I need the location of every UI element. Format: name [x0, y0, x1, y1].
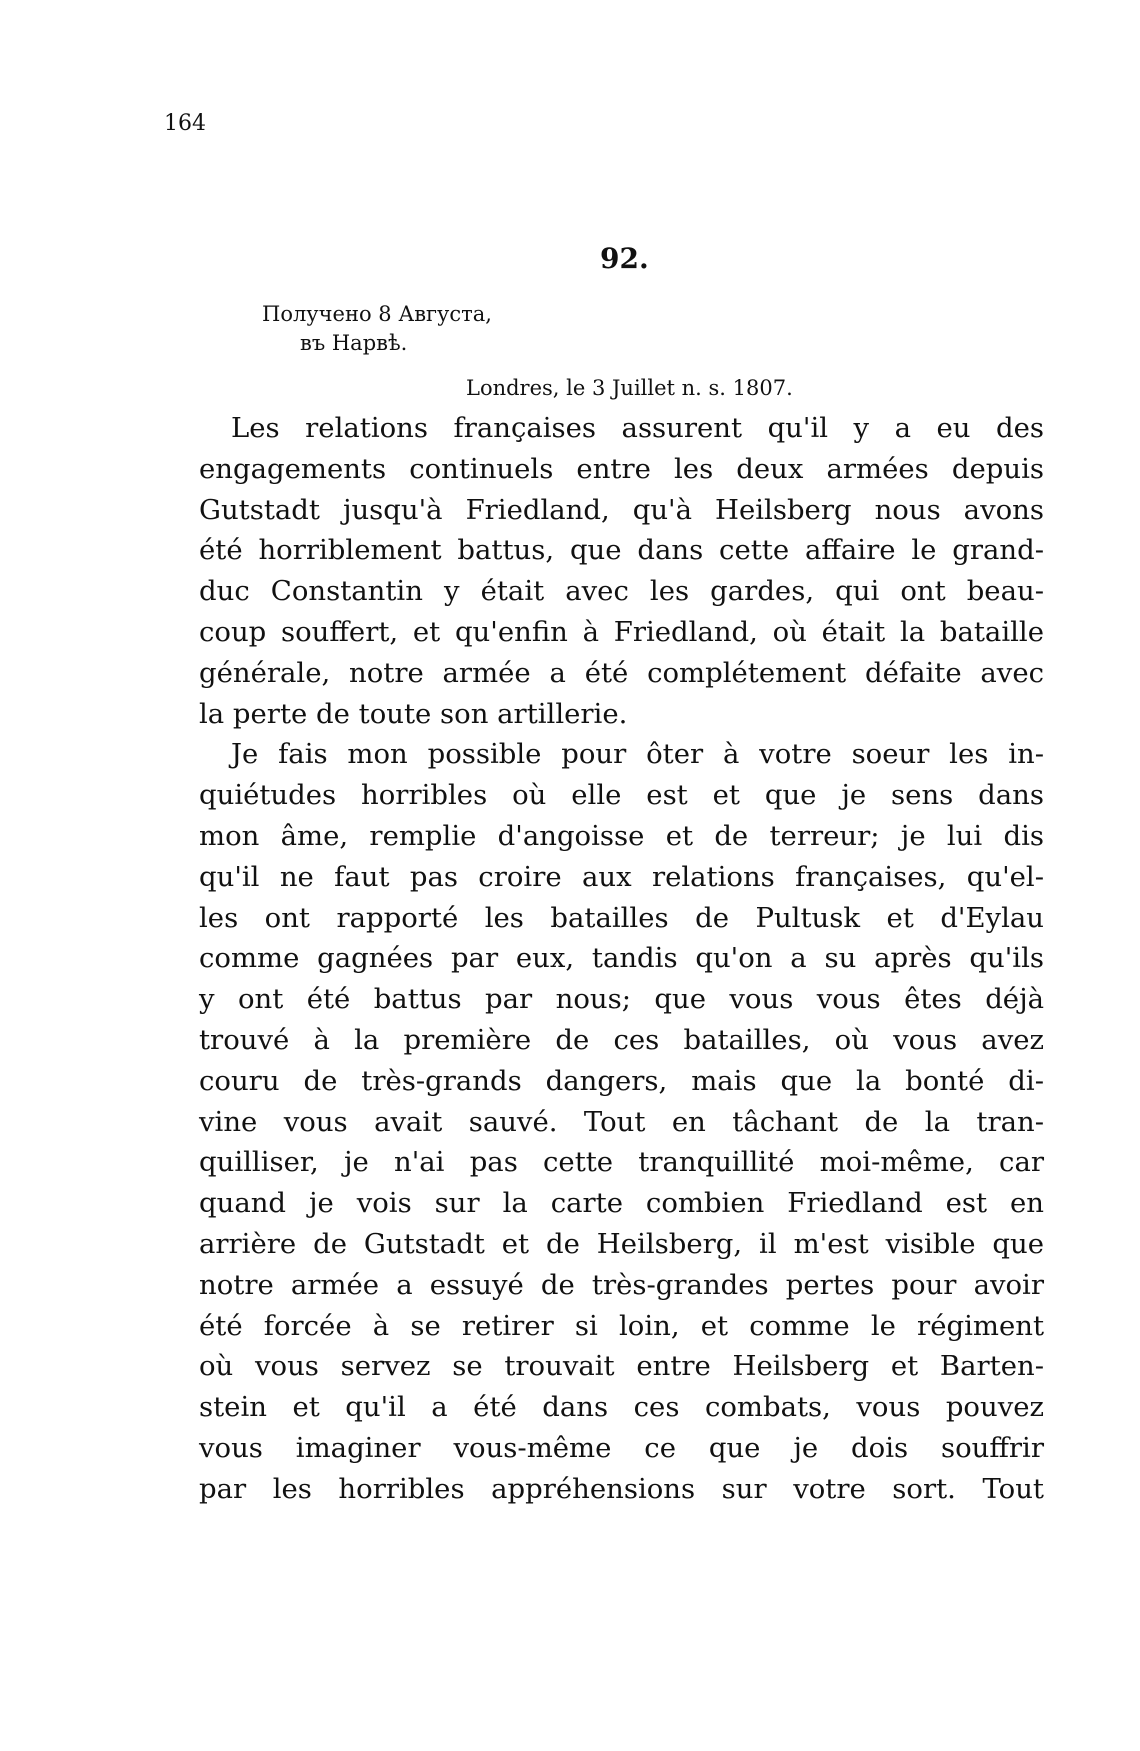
text-line: été forcée à se retirer si loin, et comme le régiment — [199, 1309, 1044, 1342]
letter-body — [199, 408, 1044, 1510]
text-line: été horriblement battus, que dans cette affaire le grand- — [199, 534, 1044, 567]
text-line: trouvé à la première de ces batailles, où vous avez — [199, 1023, 1044, 1056]
text-line: par les horribles appréhensions sur votre sort. Tout — [199, 1472, 1044, 1505]
paragraph — [199, 734, 1044, 1509]
text-line: comme gagnées par eux, tandis qu'on a su après qu'ils — [199, 942, 1044, 975]
text-line: où vous servez se trouvait entre Heilsberg et Barten- — [199, 1350, 1044, 1383]
text-line: notre armée a essuyé de très-grandes pertes pour avoir — [199, 1268, 1044, 1301]
text-line: y ont été battus par nous; que vous vous êtes déjà — [199, 983, 1044, 1016]
text-line: engagements continuels entre les deux armées depuis — [199, 452, 1044, 485]
text-line: vine vous avait sauvé. Tout en tâchant de la tran- — [199, 1105, 1044, 1138]
text-line: la perte de toute son artillerie. — [199, 697, 628, 730]
text-line: les ont rapporté les batailles de Pultusk et d'Eylau — [199, 901, 1044, 934]
text-line: stein et qu'il a été dans ces combats, vous pouvez — [199, 1391, 1044, 1424]
received-line-1: Получено 8 Августа, — [262, 302, 492, 326]
text-line: couru de très-grands dangers, mais que la bonté di- — [199, 1064, 1044, 1097]
text-line: Gutstadt jusqu'à Friedland, qu'à Heilsberg nous avons — [199, 493, 1044, 526]
received-note — [262, 300, 492, 358]
text-line: quiétudes horribles où elle est et que je sens dans — [199, 779, 1044, 812]
text-line: Les relations françaises assurent qu'il y a eu des — [231, 412, 1044, 444]
page-number: 164 — [164, 111, 206, 136]
text-line: vous imaginer vous-même ce que je dois souffrir — [199, 1431, 1044, 1464]
text-line: qu'il ne faut pas croire aux relations françaises, qu'el- — [199, 860, 1044, 893]
text-line: générale, notre armée a été complétement défaite avec — [199, 656, 1044, 689]
dateline: Londres, le 3 Juillet n. s. 1807. — [466, 376, 793, 400]
text-line: quand je vois sur la carte combien Friedland est en — [199, 1187, 1044, 1220]
letter-number: 92. — [600, 242, 649, 275]
text-line: arrière de Gutstadt et de Heilsberg, il m'est visible que — [199, 1227, 1044, 1260]
text-line: coup souffert, et qu'enfin à Friedland, où était la bataille — [199, 615, 1044, 648]
text-line: duc Constantin y était avec les gardes, qui ont beau- — [199, 575, 1044, 608]
text-line: Je fais mon possible pour ôter à votre soeur les in- — [231, 738, 1044, 771]
received-line-2: въ Нарвѣ. — [300, 331, 408, 355]
text-line: quilliser, je n'ai pas cette tranquillité moi-même, car — [199, 1146, 1044, 1179]
text-line: mon âme, remplie d'angoisse et de terreur; je lui dis — [199, 819, 1044, 852]
paragraph — [199, 408, 1044, 734]
